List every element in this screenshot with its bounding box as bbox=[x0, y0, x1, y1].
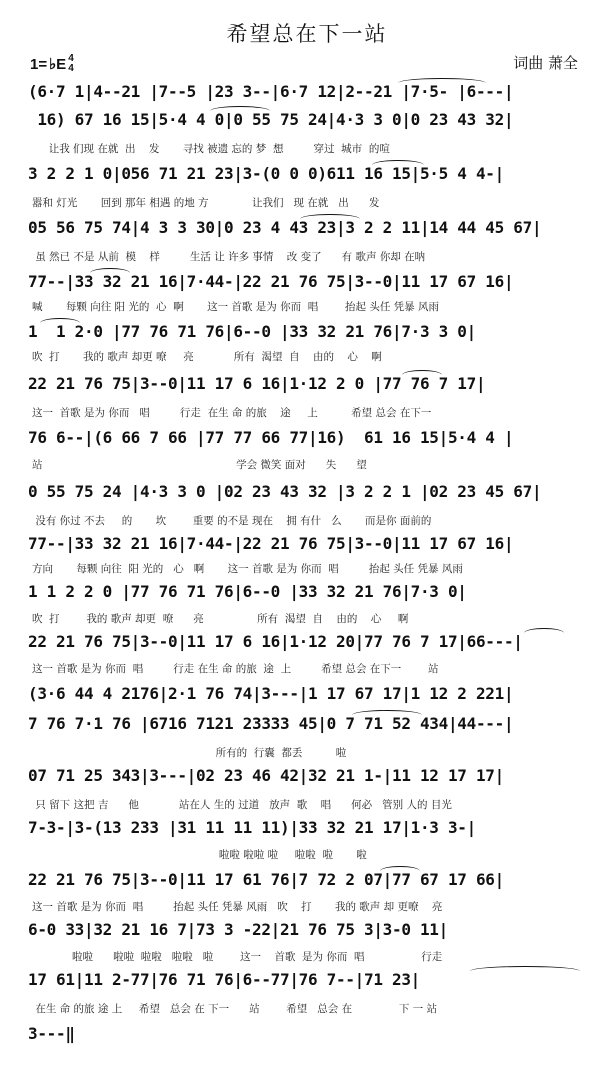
slur-mark bbox=[372, 160, 424, 170]
slur-mark bbox=[90, 268, 130, 278]
notation-row: (3·6 44 4 2176|2·1 76 74|3---|1 17 67 17|1 12 2 221| bbox=[28, 684, 514, 703]
lyric-row: 吹 打 我的 歌声 却更 嘹 亮 所有 渴望 自 由的 心 啊 bbox=[32, 613, 409, 625]
notation-row: 77--|33 32 21 16|7·44-|22 21 76 75|3--0|11 17 67 16| bbox=[28, 272, 514, 291]
notation-row: (6·7 1|4--21 |7--5 |23 3--|6·7 12|2--21 |7·5- |6---| bbox=[28, 82, 514, 101]
lyric-row: 这一 首歌 是为 你而 唱 行走 在生 命 的旅 途 上 希望 总会 在下一 bbox=[32, 407, 432, 419]
lyric-row: 虽 然已 不是 从前 模 样 生活 让 许多 事情 改 变了 有 歌声 你却 在呐 bbox=[32, 251, 426, 263]
lyric-row: 让我 们现 在就 出 发 寻找 被遗 忘的 梦 想 穿过 城市 的喧 bbox=[32, 143, 390, 155]
credit-line: 词曲 萧全 bbox=[513, 54, 578, 72]
notation-row: 17 61|11 2-77|76 71 76|6--77|76 7--|71 23| bbox=[28, 970, 420, 989]
slur-mark bbox=[210, 106, 270, 116]
lyric-row: 啦啦 啦啦 啦 啦啦 啦 啦 bbox=[32, 849, 367, 861]
slur-mark bbox=[40, 318, 80, 328]
notation-row: 16) 67 16 15|5·4 4 0|0 55 75 24|4·3 3 0|0 23 43 32| bbox=[28, 110, 514, 129]
notation-row: 7-3-|3-(13 233 |31 11 11 11)|33 32 21 17|1·3 3-| bbox=[28, 818, 476, 837]
notation-row: 1 1 2 2 0 |77 76 71 76|6--0 |33 32 21 76|7·3 0| bbox=[28, 582, 467, 601]
lyric-row: 站 学会 微笑 面对 失 望 bbox=[32, 459, 367, 471]
slur-mark bbox=[380, 866, 420, 876]
lyric-row: 方向 每颗 向往 阳 光的 心 啊 这一 首歌 是为 你而 唱 抬起 头任 凭暴 风雨 bbox=[32, 563, 463, 575]
lyric-row: 喊 每颗 向往 阳 光的 心 啊 这一 首歌 是为 你而 唱 抬起 头任 凭暴 风雨 bbox=[32, 301, 439, 313]
notation-row: 22 21 76 75|3--0|11 17 61 76|7 72 2 07|77 67 17 66| bbox=[28, 870, 504, 889]
notation-row: 05 56 75 74|4 3 3 30|0 23 4 43 23|3 2 2 11|14 44 45 67| bbox=[28, 218, 542, 237]
lyric-row: 所有的 行囊 都丢 啦 bbox=[32, 747, 347, 759]
song-title: 希望总在下一站 bbox=[226, 22, 388, 46]
key-signature bbox=[30, 54, 74, 74]
lyric-row: 没有 你过 不去 的 坎 重要 的不是 现在 拥 有什 么 而是你 面前的 bbox=[32, 515, 432, 527]
notation-row: 22 21 76 75|3--0|11 17 6 16|1·12 2 0 |77 76 7 17| bbox=[28, 374, 486, 393]
key-prefix: 1= bbox=[30, 55, 48, 73]
notation-row: 1 1 2·0 |77 76 71 76|6--0 |33 32 21 76|7·3 3 0| bbox=[28, 322, 476, 341]
notation-row: 7 76 7·1 76 |6716 7121 23333 45|0 7 71 52 434|44---| bbox=[28, 714, 514, 733]
slur-mark bbox=[300, 214, 360, 224]
notation-row: 3 2 2 1 0|056 71 21 23|3-(0 0 0)611 16 15|5·5 4 4-| bbox=[28, 164, 504, 183]
notation-row: 6-0 33|32 21 16 7|73 3 -22|21 76 75 3|3-0 11| bbox=[28, 920, 448, 939]
slur-mark bbox=[524, 628, 564, 638]
lyric-row: 这一 首歌 是为 你而 唱 行走 在生 命 的旅 途 上 希望 总会 在下一 站 bbox=[32, 663, 439, 675]
time-signature bbox=[68, 54, 74, 74]
slur-mark bbox=[352, 710, 422, 720]
notation-row: 22 21 76 75|3--0|11 17 6 16|1·12 20|77 76 7 17|66---| bbox=[28, 632, 523, 651]
lyric-row: 啦啦 啦啦 啦啦 啦啦 啦 这一 首歌 是为 你而 唱 行走 bbox=[32, 951, 443, 963]
lyric-row: 嚣和 灯光 回到 那年 相遇 的地 方 让我们 现 在就 出 发 bbox=[32, 197, 380, 209]
notation-row: 77--|33 32 21 16|7·44-|22 21 76 75|3--0|11 17 67 16| bbox=[28, 534, 514, 553]
meter-bottom: 4 bbox=[68, 63, 74, 74]
lyric-row: 这一 首歌 是为 你而 唱 抬起 头任 凭暴 风雨 吹 打 我的 歌声 却 更嘹 亮 bbox=[32, 901, 443, 913]
notation-row: 76 6--|(6 66 7 66 |77 77 66 77|16) 61 16 15|5·4 4 | bbox=[28, 428, 514, 447]
notation-row: 07 71 25 343|3---|02 23 46 42|32 21 1-|11 12 17 17| bbox=[28, 766, 504, 785]
lyric-row: 在生 命 的旅 途 上 希望 总会 在 下一 站 希望 总会 在 下 一 站 bbox=[32, 1003, 438, 1015]
key-flat: ♭E bbox=[49, 56, 67, 73]
lyric-row: 吹 打 我的 歌声 却更 嘹 亮 所有 渴望 自 由的 心 啊 bbox=[32, 351, 382, 363]
slur-mark bbox=[402, 370, 442, 380]
notation-row: 3---‖ bbox=[28, 1024, 75, 1043]
slur-mark bbox=[470, 966, 580, 976]
notation-row: 0 55 75 24 |4·3 3 0 |02 23 43 32 |3 2 2 1 |02 23 45 67| bbox=[28, 482, 542, 501]
slur-mark bbox=[398, 78, 486, 88]
meter-top: 4 bbox=[68, 53, 74, 64]
lyric-row: 只 留下 这把 吉 他 站在人 生的 过道 放声 歌 唱 何必 管别 人的 目光 bbox=[32, 799, 452, 811]
